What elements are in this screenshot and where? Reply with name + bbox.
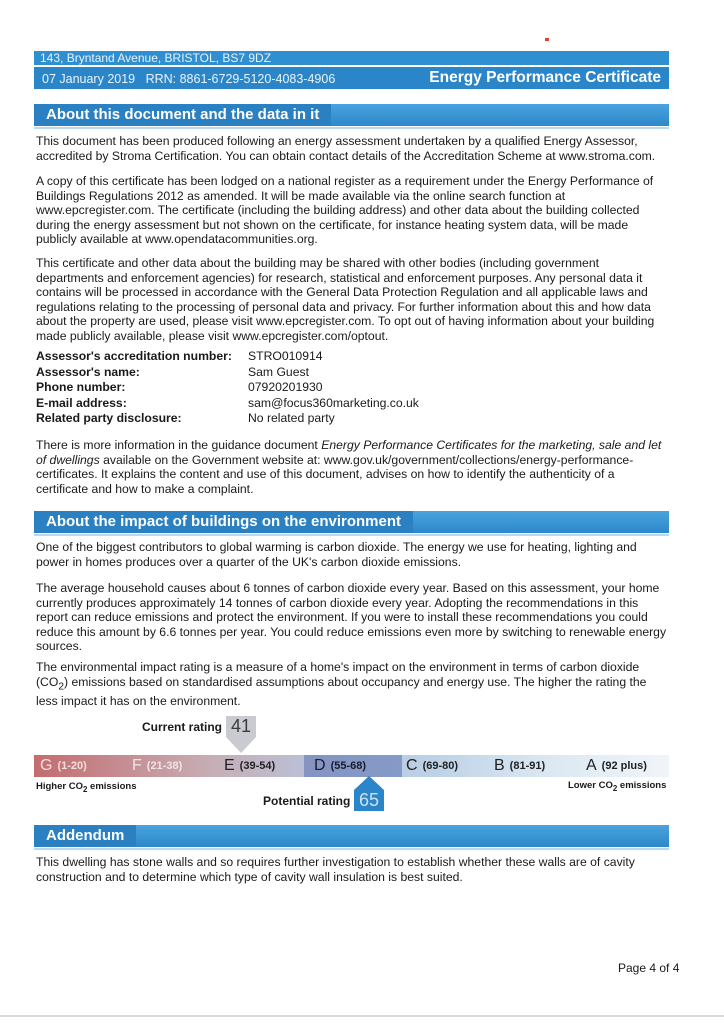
paragraph-impact-rating (36, 660, 668, 709)
section-environment-bar (34, 511, 669, 533)
certificate-header (34, 51, 669, 91)
current-rating-label: Current rating (142, 720, 223, 734)
assessor-value: Sam Guest (248, 364, 309, 379)
band-range: (21-38) (146, 760, 183, 772)
paragraph-addendum: This dwelling has stone walls and so requires further investigation to establish whether these walls are of cavity construction and to determine which type of cavity wall insulation is best suited. (36, 855, 635, 884)
band-letter: E (224, 757, 235, 774)
current-rating-value: 41 (226, 716, 256, 737)
higher-text-end: emissions (87, 781, 137, 792)
header-meta (42, 72, 335, 86)
band-letter: C (406, 757, 418, 774)
potential-rating-arrow (354, 776, 384, 790)
higher-subscript: 2 (82, 784, 88, 794)
paragraph-guidance (36, 438, 668, 496)
higher-emissions-label (36, 781, 137, 794)
band-b (494, 755, 545, 777)
page-number: Page 4 of 4 (618, 961, 680, 975)
paragraph-register: A copy of this certificate has been lodged on a national register as a requirement under the Energy Performance of Buildings Regulations 2012 as amended. It will be made available via the online search function at www.epcregister.com. The certificate (including the building address) and other data about the building collected during the energy assessment but not shown on the certificate, for instance heating system data, will be made publicly available at www.opendatacommunities.org. (36, 174, 654, 246)
potential-rating-value: 65 (354, 790, 384, 811)
lower-subscript: 2 (612, 783, 618, 793)
impact-text-b: ) emissions based on standardised assumptions about occupancy and energy use. The higher the rating the less impact it has on the environment. (36, 674, 647, 709)
band-range: (1-20) (57, 760, 87, 772)
section-environment-heading: About the impact of buildings on the environment (34, 511, 413, 533)
potential-rating-label: Potential rating (263, 794, 351, 808)
header-rrn: RRN: 8861-6729-5120-4083-4906 (145, 72, 336, 86)
assessor-row (36, 411, 419, 427)
guidance-text-a: There is more information in the guidance document (36, 438, 322, 452)
higher-text: Higher CO (36, 781, 83, 792)
header-date: 07 January 2019 (42, 72, 136, 86)
band-g (40, 755, 87, 777)
band-range: (69-80) (422, 760, 459, 772)
current-rating-arrow (226, 737, 256, 753)
assessor-value: STRO010914 (248, 349, 323, 363)
band-letter: F (132, 757, 142, 774)
band-a (586, 755, 647, 777)
section-addendum-bar (34, 825, 669, 847)
assessor-value: No related party (248, 411, 335, 425)
band-letter: G (40, 757, 53, 774)
footer-divider (0, 1015, 724, 1017)
paragraph-assessment: This document has been produced following an energy assessment undertaken by a qualified Energy Assessor, accredited by Stroma Certification. You can obtain contact details of the Accreditation Scheme at www.stroma.com. (36, 134, 656, 163)
band-c (406, 755, 458, 777)
assessor-row (36, 396, 419, 412)
header-address: 143, Bryntand Avenue, BRISTOL, BS7 9DZ (34, 51, 669, 67)
impact-subscript: 2 (58, 680, 64, 692)
band-f (132, 755, 182, 777)
impact-text-a: The environmental impact rating is a measure of a home's impact on the environment in terms of carbon dioxide (CO (36, 660, 640, 689)
assessor-key: Related party disclosure: (36, 411, 182, 425)
environmental-rating-scale (34, 755, 669, 777)
band-range: (92 plus) (601, 760, 647, 772)
header-bar (34, 67, 669, 89)
band-letter: B (494, 757, 505, 774)
section-about-document-heading: About this document and the data in it (34, 104, 331, 126)
band-range: (39-54) (239, 760, 276, 772)
band-letter: D (314, 757, 326, 774)
lower-emissions-label (568, 780, 666, 793)
guidance-text-b: available on the Government website at: www.gov.uk/government/collections/energy-performance-certificates. It explains the content and use of this document, advises on how to identify the authenticity of a certificate and how to make a complaint. (36, 452, 634, 496)
header-title: Energy Performance Certificate (429, 69, 661, 86)
paragraph-co2-intro: One of the biggest contributors to global warming is carbon dioxide. The energy we use for heating, lighting and power in homes produces over a quarter of the UK's carbon dioxide emissions. (36, 540, 637, 569)
assessor-value: sam@focus360marketing.co.uk (248, 395, 419, 410)
assessor-row (36, 349, 419, 365)
lower-text: Lower CO (568, 780, 613, 791)
band-e (224, 755, 275, 777)
scan-mark (545, 38, 549, 41)
band-range: (81-91) (509, 760, 546, 772)
assessor-key: Assessor's accreditation number: (36, 349, 232, 363)
section-addendum-heading: Addendum (34, 825, 136, 847)
assessor-key: Phone number: (36, 380, 126, 394)
band-range: (55-68) (330, 760, 367, 772)
band-letter: A (586, 757, 597, 774)
band-d (314, 755, 366, 777)
assessor-key: Assessor's name: (36, 364, 140, 379)
assessor-value: 07920201930 (248, 380, 323, 394)
assessor-details (36, 349, 419, 427)
assessor-key: E-mail address: (36, 395, 127, 410)
lower-text-end: emissions (617, 780, 667, 791)
assessor-row (36, 380, 419, 396)
paragraph-household-emissions: The average household causes about 6 tonnes of carbon dioxide every year. Based on this assessment, your home currently produces approximately 14 tonnes of carbon dioxide every year. Adopting the recommendations in this report can reduce emissions and protect the environment. If you were to install these recommendations you could reduce this amount by 6.6 tonnes per year. You could reduce emissions even more by switching to renewable energy sources. (36, 581, 667, 653)
section-about-document-bar (34, 104, 669, 126)
guidance-document-title: Energy Performance Certificates for the marketing, sale and let of dwellings (36, 438, 662, 467)
assessor-row (36, 365, 419, 381)
paragraph-data-sharing: This certificate and other data about the building may be shared with other bodies (including government departments and enforcement agencies) for research, statistical and enforcement purposes. Any personal data it contains will be processed in accordance with the General Data Protection Regulation and all applicable laws and regulations relating to the processing of personal data and privacy. For further information about this and how data about the property are used, please visit www.epcregister.com. To opt out of having information about your building made publicly available, please visit www.epcregister.com/optout. (36, 256, 655, 343)
